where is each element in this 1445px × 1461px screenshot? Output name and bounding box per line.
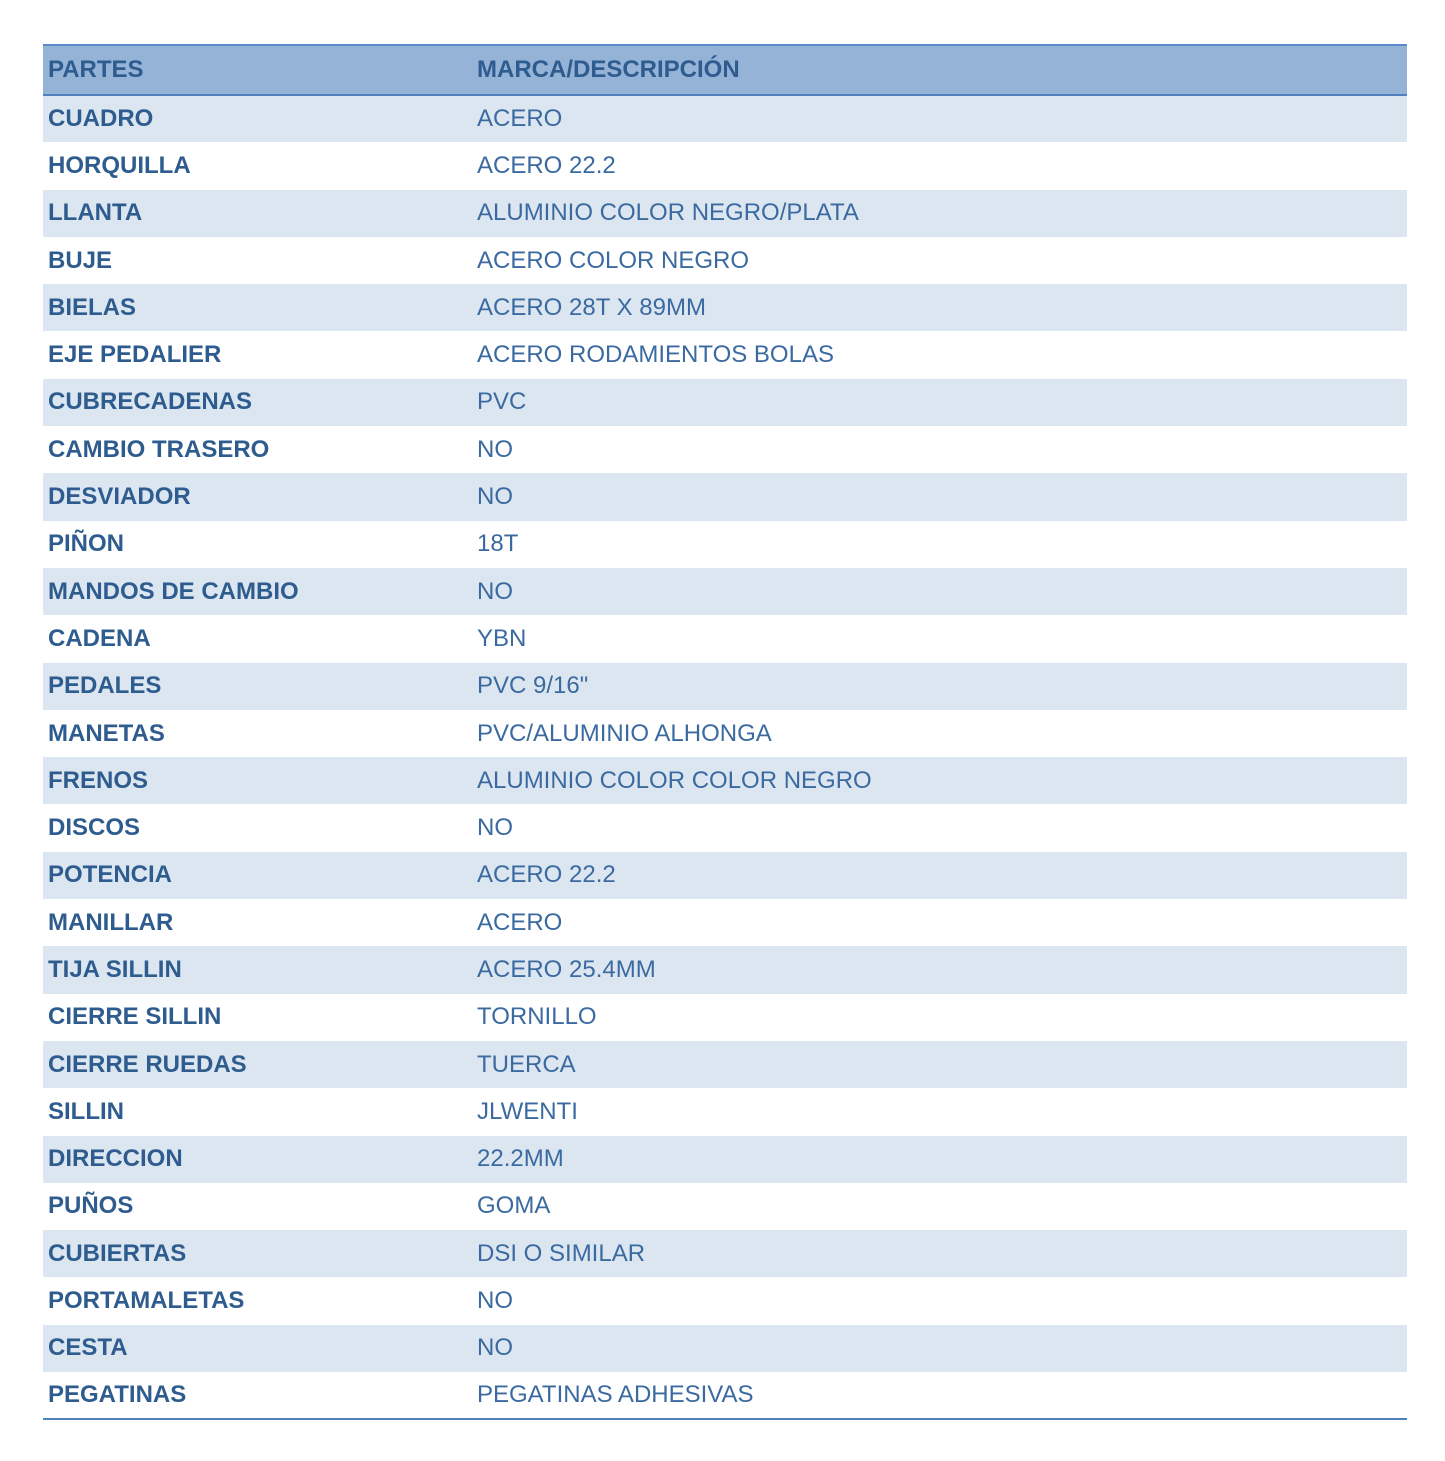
table-row	[43, 521, 1407, 568]
part-name-cell: PIÑON	[48, 530, 125, 558]
part-description-cell: ACERO RODAMIENTOS BOLAS	[477, 341, 834, 369]
table-row	[43, 852, 1407, 899]
part-description-cell: 22.2MM	[477, 1145, 564, 1173]
part-name-cell: EJE PEDALIER	[48, 341, 222, 369]
part-name-cell: LLANTA	[48, 199, 143, 227]
part-name-cell: MANDOS DE CAMBIO	[48, 577, 299, 605]
part-name-cell: MANILLAR	[48, 908, 174, 936]
part-name-cell: PEGATINAS	[43, 1372, 472, 1419]
part-name-cell: PORTAMALETAS	[48, 1287, 245, 1315]
table-row	[43, 1088, 1407, 1135]
part-description-cell: JLWENTI	[477, 1097, 578, 1125]
table-row	[43, 663, 1407, 710]
table-row	[43, 379, 1407, 426]
part-name-cell: CAMBIO TRASERO	[48, 435, 270, 463]
part-description-cell: PVC 9/16"	[477, 672, 589, 700]
part-name-cell: CUADRO	[48, 105, 154, 133]
part-name-cell: POTENCIA	[48, 861, 173, 889]
table-row	[43, 615, 1407, 662]
part-description-cell: DSI O SIMILAR	[477, 1239, 646, 1267]
table-row	[43, 899, 1407, 946]
table-row	[43, 1277, 1407, 1324]
table-row	[43, 568, 1407, 615]
table-row	[43, 284, 1407, 331]
header-brand-description: MARCA/DESCRIPCIÓN	[472, 45, 1407, 95]
part-name-cell: MANETAS	[48, 719, 165, 747]
part-name-cell: CIERRE RUEDAS	[48, 1050, 247, 1078]
table-row	[43, 804, 1407, 851]
part-name-cell: BUJE	[48, 246, 113, 274]
part-description-cell: NO	[477, 577, 513, 605]
part-description-cell: ACERO	[477, 908, 563, 936]
table-row	[43, 95, 1407, 142]
part-description-cell: PEGATINAS ADHESIVAS	[472, 1372, 1407, 1419]
part-name-cell: FRENOS	[48, 766, 149, 794]
parts-spec-table	[43, 44, 1407, 1420]
table-row	[43, 1183, 1407, 1230]
table-row	[43, 994, 1407, 1041]
table-row	[43, 142, 1407, 189]
table-row	[43, 1230, 1407, 1277]
part-description-cell: ACERO 22.2	[477, 861, 616, 889]
table-row	[43, 1372, 1407, 1419]
part-description-cell: TORNILLO	[477, 1003, 597, 1031]
part-description-cell: ACERO	[477, 105, 563, 133]
table-row	[43, 946, 1407, 993]
part-name-cell: DISCOS	[48, 814, 141, 842]
table-row	[43, 1136, 1407, 1183]
part-name-cell: PEDALES	[48, 672, 162, 700]
part-description-cell: NO	[477, 1287, 513, 1315]
part-description-cell: ACERO 25.4MM	[477, 955, 656, 983]
part-description-cell: NO	[477, 1334, 513, 1362]
part-description-cell: PVC	[477, 388, 527, 416]
part-name-cell: SILLIN	[48, 1097, 124, 1125]
part-description-cell: ACERO COLOR NEGRO	[477, 246, 750, 274]
table-row	[43, 331, 1407, 378]
part-name-cell: CUBIERTAS	[48, 1239, 187, 1267]
table-row	[43, 473, 1407, 520]
table-row	[43, 237, 1407, 284]
table-row	[43, 190, 1407, 237]
part-name-cell: CADENA	[48, 624, 151, 652]
table-row	[43, 426, 1407, 473]
table-row	[43, 1325, 1407, 1372]
part-description-cell: NO	[477, 483, 513, 511]
part-name-cell: BIELAS	[48, 293, 137, 321]
part-description-cell: ALUMINIO COLOR COLOR NEGRO	[477, 766, 872, 794]
part-description-cell: GOMA	[477, 1192, 551, 1220]
part-description-cell: 18T	[477, 530, 519, 558]
table-header-row	[43, 45, 1407, 95]
part-name-cell: DESVIADOR	[48, 483, 191, 511]
part-description-cell: ACERO 28T X 89MM	[477, 293, 706, 321]
part-name-cell: PUÑOS	[48, 1192, 134, 1220]
part-description-cell: YBN	[477, 624, 527, 652]
part-name-cell: CUBRECADENAS	[48, 388, 253, 416]
part-name-cell: DIRECCION	[48, 1145, 183, 1173]
part-description-cell: NO	[477, 814, 513, 842]
part-description-cell: NO	[477, 435, 513, 463]
part-description-cell: PVC/ALUMINIO ALHONGA	[477, 719, 772, 747]
part-name-cell: TIJA SILLIN	[48, 955, 182, 983]
table-row	[43, 1041, 1407, 1088]
part-name-cell: HORQUILLA	[48, 151, 191, 179]
part-description-cell: ACERO 22.2	[477, 151, 616, 179]
header-parts: PARTES	[43, 45, 472, 95]
table-body	[43, 95, 1407, 1419]
part-name-cell: CIERRE SILLIN	[48, 1003, 222, 1031]
table-row	[43, 757, 1407, 804]
part-name-cell: CESTA	[48, 1334, 128, 1362]
table-row	[43, 710, 1407, 757]
part-description-cell: TUERCA	[477, 1050, 576, 1078]
part-description-cell: ALUMINIO COLOR NEGRO/PLATA	[477, 199, 859, 227]
